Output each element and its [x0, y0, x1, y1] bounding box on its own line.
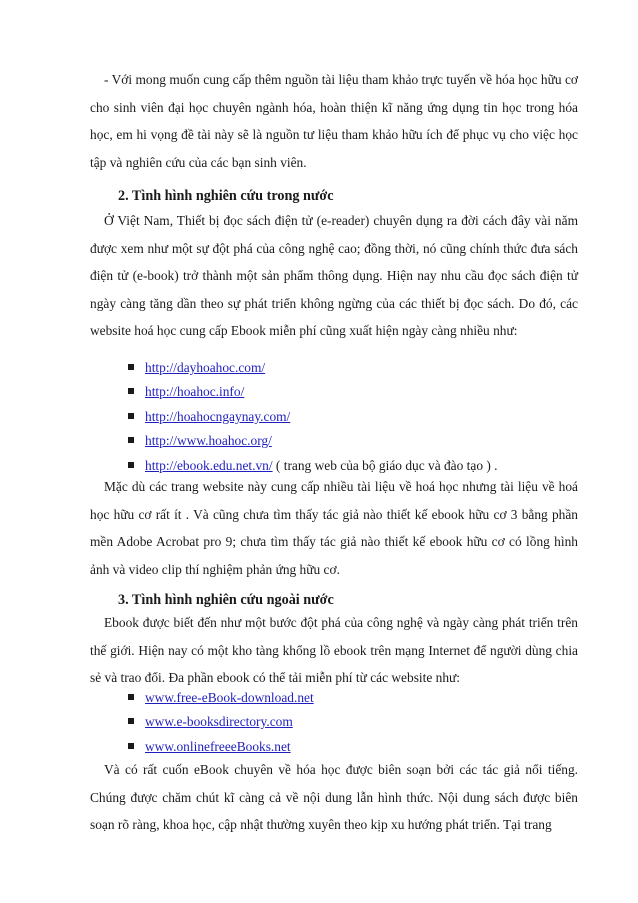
link-hoahoc-org[interactable]: http://www.hoahoc.org/ [145, 433, 272, 449]
list-item [128, 381, 498, 405]
link-hoahoc-info[interactable]: http://hoahoc.info/ [145, 384, 245, 400]
square-bullet-icon [128, 437, 134, 443]
square-bullet-icon [128, 364, 134, 370]
link-ebook-edu[interactable]: http://ebook.edu.net.vn/ [145, 457, 273, 473]
square-bullet-icon [128, 413, 134, 419]
section-2-link-list [128, 357, 498, 479]
square-bullet-icon [128, 743, 134, 749]
square-bullet-icon [128, 462, 134, 468]
section-2-heading: 2. Tình hình nghiên cứu trong nước [118, 188, 334, 204]
link-dayhoahoc[interactable]: http://dayhoahoc.com/ [145, 360, 266, 375]
list-item [128, 687, 314, 711]
section-3-paragraph: Ebook được biết đến như một bước đột phá của công nghệ và ngày càng phát triển trên thế giới. Hiện nay có một kho tàng khổng lồ ebook trên mạng Internet để người dùng chia sẻ và trao đổi. Đa phần ebook có thể tải miễn phí từ các website như: [90, 615, 578, 686]
section-2-paragraph: Ở Việt Nam, Thiết bị đọc sách điện tử (e-reader) chuyên dụng ra đời cách đây vài năm được xem như một sự đột phá của công nghệ cao; đồng thời, nó cũng chính thức đưa sách điện tử (e-book) trở thành một sản phẩm thông dụng. Hiện nay nhu cầu đọc sách điện tử ngày càng tăng dần theo sự phát triển không ngừng của các thiết bị đọc sách. Do đó, các website hoá học cung cấp Ebook miễn phí cũng xuất hiện ngày càng nhiều như: [90, 213, 578, 339]
link-free-ebook-download[interactable]: www.free-eBook-download.net [145, 690, 314, 705]
list-item [128, 711, 314, 735]
list-item [128, 406, 498, 430]
square-bullet-icon [128, 388, 134, 394]
intro-paragraph: - Với mong muốn cung cấp thêm nguồn tài liệu tham khảo trực tuyến về hóa học hữu cơ cho sinh viên đại học chuyên ngành hóa, hoàn thiện kĩ năng ứng dụng tin học trong hóa học, em hi vọng đề tài này sẽ là nguồn tư liệu tham khảo hữu ích để phục vụ cho việc học tập và nghiên cứu của các bạn sinh viên. [90, 72, 578, 170]
link-hoahocngaynay[interactable]: http://hoahocngaynay.com/ [145, 408, 291, 424]
square-bullet-icon [128, 718, 134, 724]
link-onlinefreeebooks[interactable]: www.onlinefreeeBooks.net [145, 738, 291, 754]
link-note: ( trang web của bộ giáo dục và đào tạo ) . [272, 457, 498, 473]
section-3-link-list [128, 687, 314, 760]
link-e-booksdirectory[interactable]: www.e-booksdirectory.com [145, 714, 293, 730]
square-bullet-icon [128, 694, 134, 700]
section-3-paragraph-after: Và có rất cuốn eBook chuyên về hóa học được biên soạn bởi các tác giả nổi tiếng. Chúng được chăm chút kĩ càng cả về nội dung lẫn hình thức. Nội dung sách được biên soạn rõ ràng, khoa học, cập nhật thường xuyên theo kịp xu hướng phát triển. Tại trang [90, 762, 578, 833]
section-3-heading: 3. Tình hình nghiên cứu ngoài nước [118, 592, 334, 608]
section-2-paragraph-after: Mặc dù các trang website này cung cấp nhiều tài liệu về hoá học nhưng tài liệu về hoá học hữu cơ rất ít . Và cũng chưa tìm thấy tác giả nào thiết kế ebook hữu cơ 3 bằng phần mền Adobe Acrobat pro 9; chưa tìm thấy tác giả nào thiết kế ebook hữu cơ có lồng hình ảnh và video clip thí nghiệm phản ứng hữu cơ. [90, 479, 578, 577]
list-item [128, 357, 498, 381]
list-item [128, 430, 498, 454]
